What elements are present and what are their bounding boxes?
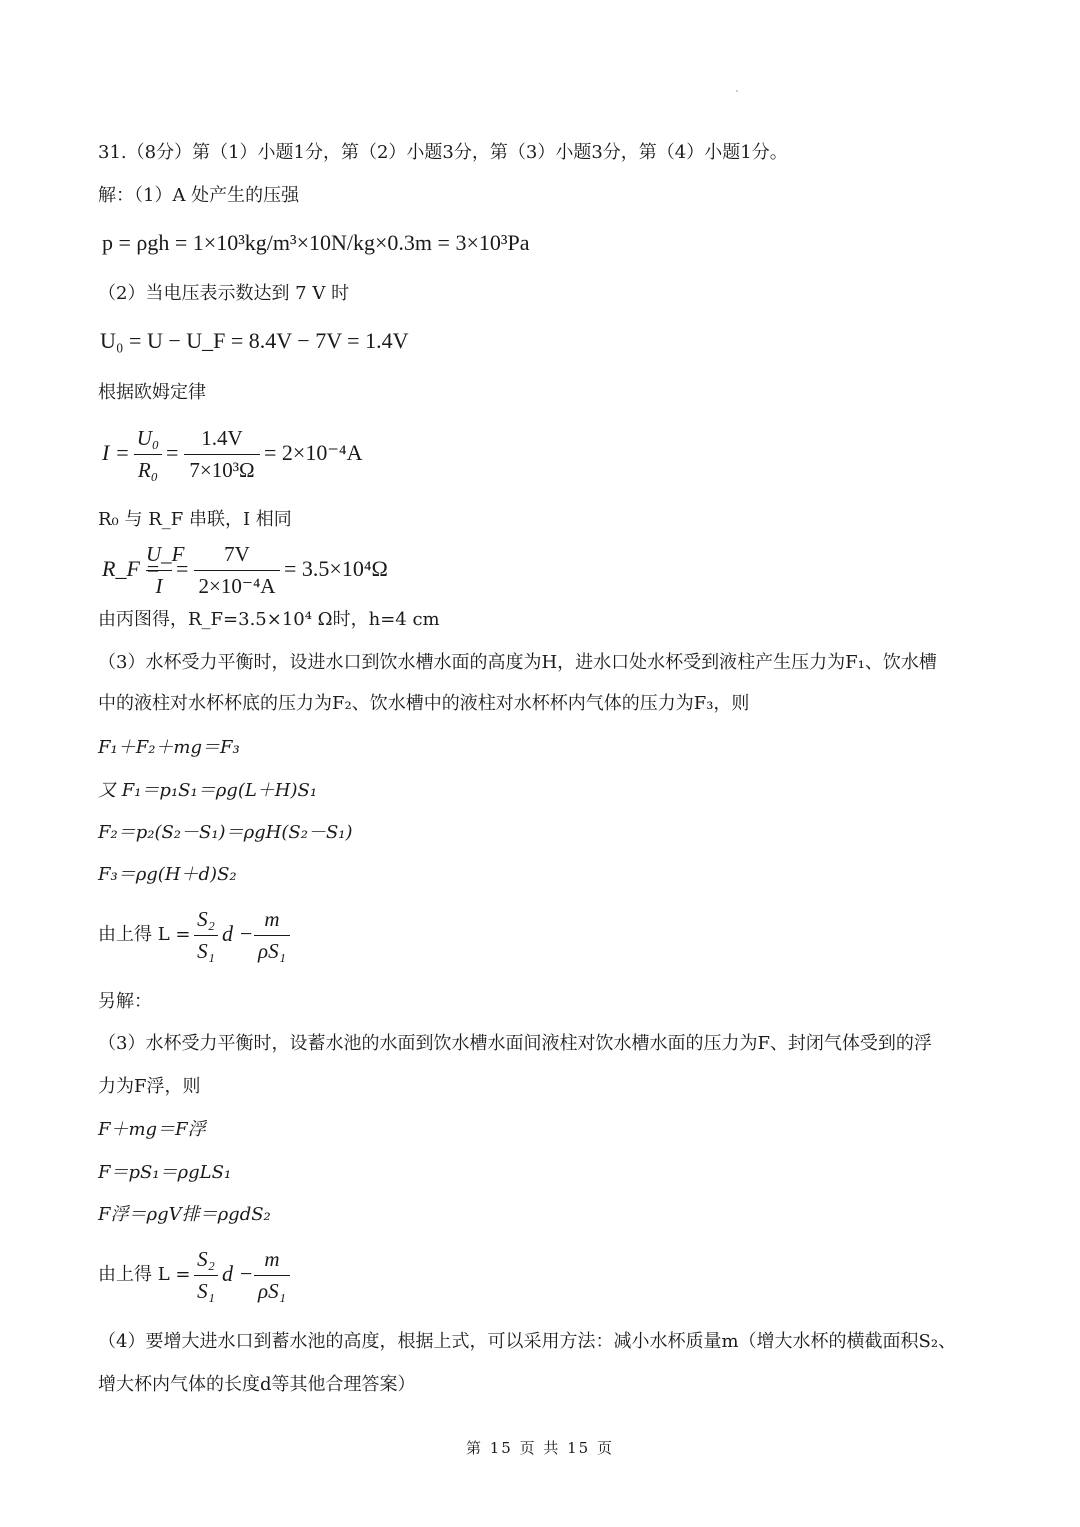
- resistance-frac2-den: 2×10⁻⁴A: [198, 574, 276, 598]
- alt-result-fraction-1: [194, 1247, 218, 1304]
- alt-text-line2: 力为F浮，则: [98, 1076, 201, 1097]
- alt-eq2: F＝pS₁＝ρgLS₁: [98, 1162, 232, 1183]
- equals-sign: =: [166, 440, 179, 465]
- part3-text-line2: 中的液柱对水杯杯底的压力为F₂、饮水槽中的液柱对水杯杯内气体的压力为F₃，则: [98, 693, 750, 714]
- part3-frac1-num: S₂: [197, 907, 215, 931]
- part3-eq3: F₂＝p₂(S₂－S₁)＝ρgH(S₂－S₁): [98, 822, 353, 843]
- resistance-frac1-num: U_F: [146, 542, 185, 566]
- current-frac1-num: U₀: [136, 426, 160, 450]
- part2-series-note: R₀ 与 R_F 串联，I 相同: [98, 509, 292, 530]
- resistance-frac2-num: 7V: [224, 542, 250, 566]
- scan-speck: [736, 90, 738, 92]
- part1-pressure-equation: p = ρgh = 1×10³kg/m³×10N/kg×0.3m = 3×10³Pa: [102, 230, 530, 255]
- part2-result: 由丙图得，R_F=3.5×10⁴ Ω时，h=4 cm: [98, 609, 440, 630]
- part2-voltage-equation: U₀ = U − U_F = 8.4V − 7V = 1.4V: [100, 328, 409, 353]
- equals-sign: =: [176, 556, 189, 581]
- part3-result-fraction-2: [254, 907, 290, 964]
- resistance-fraction-2: [194, 542, 280, 599]
- current-frac2-num: 1.4V: [201, 426, 243, 450]
- resistance-frac1-den: I: [155, 574, 163, 598]
- part3-result-prefix: 由上得 L =: [98, 924, 191, 945]
- part3-frac2-num: m: [264, 907, 280, 931]
- current-fraction-2: [184, 426, 260, 483]
- alt-eq1: F＋mg＝F浮: [98, 1119, 206, 1140]
- resistance-fraction-1: [146, 542, 185, 599]
- part1-intro: 解：（1）A 处产生的压强: [98, 185, 300, 206]
- page-footer: 第 15 页 共 15 页: [465, 1439, 614, 1457]
- alt-frac2-num: m: [264, 1247, 280, 1271]
- part2-intro: （2）当电压表示数达到 7 V 时: [98, 283, 350, 304]
- alt-frac1-num: S₂: [197, 1247, 215, 1271]
- alt-frac2-den: ρS₁: [258, 1279, 286, 1303]
- part3-eq2: 又 F₁＝p₁S₁＝ρg(L＋H)S₁: [98, 780, 318, 801]
- part3-frac2-den: ρS₁: [258, 939, 286, 963]
- part3-frac1-den: S₁: [197, 939, 215, 963]
- part4-text-line2: 增大杯内气体的长度d等其他合理答案）: [98, 1374, 416, 1395]
- current-frac2-den: 7×10³Ω: [189, 458, 255, 482]
- current-eq-lhs: I =: [102, 440, 130, 465]
- resistance-eq-rhs: = 3.5×10⁴Ω: [284, 556, 388, 581]
- alt-frac1-den: S₁: [197, 1279, 215, 1303]
- current-fraction-1: [134, 426, 162, 483]
- alt-result-fraction-2: [254, 1247, 290, 1304]
- current-eq-rhs: = 2×10⁻⁴A: [264, 440, 363, 465]
- alt-solution-label: 另解：: [98, 991, 152, 1012]
- alt-text-line1: （3）水杯受力平衡时，设蓄水池的水面到饮水槽水面间液柱对饮水槽水面的压力为F、封闭气体受到的浮: [98, 1033, 932, 1054]
- resistance-eq-lhs: R_F =: [102, 556, 161, 581]
- part4-text-line1: （4）要增大进水口到蓄水池的高度，根据上式，可以采用方法：减小水杯质量m（增大水杯的横截面积S₂、: [98, 1331, 957, 1352]
- alt-eq3: F浮＝ρgV排＝ρgdS₂: [98, 1204, 271, 1225]
- current-frac1-den: R₀: [137, 458, 159, 482]
- alt-result-prefix: 由上得 L =: [98, 1264, 191, 1285]
- part3-result-mid: d −: [222, 921, 254, 946]
- alt-result-mid: d −: [222, 1261, 254, 1286]
- part3-eq1: F₁＋F₂＋mg＝F₃: [98, 737, 240, 758]
- part2-ohm-law: 根据欧姆定律: [98, 382, 206, 403]
- question-header: 31.（8分）第（1）小题1分，第（2）小题3分，第（3）小题3分，第（4）小题1分。: [98, 142, 788, 163]
- part3-result-fraction-1: [194, 907, 218, 964]
- part3-text-line1: （3）水杯受力平衡时，设进水口到饮水槽水面的高度为H，进水口处水杯受到液柱产生压力为F₁、饮水槽: [98, 652, 937, 673]
- part3-eq4: F₃＝ρg(H＋d)S₂: [98, 864, 237, 885]
